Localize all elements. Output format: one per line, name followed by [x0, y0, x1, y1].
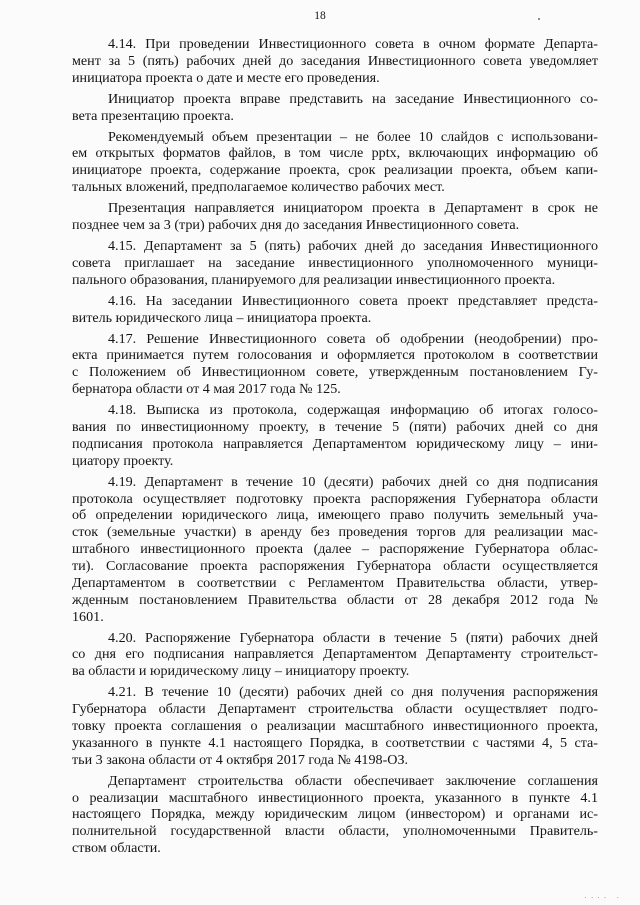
paragraph-line: инициаторе проекта, содержание проекта, срок реализации проекта, объем капи- [72, 162, 598, 179]
paragraph-line: циатору проекту. [72, 452, 174, 469]
paragraph [72, 684, 598, 768]
paragraph-line: ти). Согласование проекта распоряжения Губернатора области осуществляется [72, 557, 598, 574]
paragraph [72, 91, 598, 125]
paragraph [72, 773, 598, 857]
paragraph-line: настоящего Порядка, между юридическим лицом (инвестором) и органами ис- [72, 806, 598, 823]
scan-artifact: · · · · · [584, 894, 620, 902]
paragraph-line: тальных вложений, предполагаемое количество рабочих мест. [72, 179, 445, 196]
paragraph-line: Рекомендуемый объем презентации – не более 10 слайдов с использовани- [108, 128, 598, 145]
paragraph-line: 4.16. На заседании Инвестиционного совета проект представляет предста- [108, 292, 598, 309]
paragraph-line: Департаментом в соответствии с Регламентом Правительства области, утвер- [72, 574, 598, 591]
paragraph [72, 36, 598, 87]
paragraph-line: со дня его подписания направляется Департаментом Департаменту строительст- [72, 646, 598, 663]
paragraph-line: 1601. [72, 608, 104, 625]
paragraph [72, 200, 598, 234]
paragraph-line: жденным постановлением Правительства области от 28 декабря 2012 года № [72, 591, 598, 608]
paragraph-line: 4.18. Выписка из протокола, содержащая информацию об итогах голосо- [108, 402, 598, 419]
paragraph-line: ем открытых форматов файлов, в том числе pptx, включающих информацию об [72, 145, 598, 162]
paragraph-line: Презентация направляется инициатором проекта в Департамент в срок не [108, 200, 598, 217]
paragraph-line: об определении юридического лица, имеющего право получить земельный уча- [72, 507, 598, 524]
paragraph-line: Инициатор проекта вправе представить на заседание Инвестиционного со- [108, 90, 598, 107]
paragraph-line: ва области и юридическому лицу – инициатору проекту. [72, 663, 410, 680]
paragraph-line: вета презентацию проекта. [72, 107, 234, 124]
paragraph-line: совета приглашает на заседание инвестиционного уполномоченного муници- [72, 254, 598, 271]
paragraph-line: 4.14. При проведении Инвестиционного совета в очном формате Департа- [108, 36, 598, 52]
paragraph-line: екта принимается путем голосования и оформляется протоколом в соответствии [72, 347, 598, 364]
paragraph-line: Департамент строительства области обеспечивает заключение соглашения [108, 772, 598, 789]
paragraph-line: полнительной государственной власти области, уполномоченными Правитель- [72, 823, 598, 840]
paragraph-line: товку проекта соглашения о реализации масштабного инвестиционного проекта, [72, 717, 598, 734]
paragraph-line: ством области. [72, 840, 161, 857]
paragraph [72, 293, 598, 327]
paragraph-line: с Положением об Инвестиционном совете, утвержденным постановлением Гу- [72, 364, 598, 381]
paragraph [72, 129, 598, 196]
page-number: 18 [314, 10, 326, 22]
paragraph-line: протокола осуществляет подготовку проекта распоряжения Губернатора области [72, 490, 598, 507]
paragraph-line: витель юридического лица – инициатора проекта. [72, 309, 372, 326]
paragraph-line: указанного в пункте 4.1 настоящего Порядка, в соответствии с частями 4, 5 ста- [72, 734, 598, 751]
paragraph [72, 630, 598, 681]
paragraph-line: Губернатора области Департамент строительства области осуществляет подго- [72, 701, 598, 718]
paragraph [72, 238, 598, 289]
paragraph-line: штабного инвестиционного проекта (далее – распоряжение Губернатора облас- [72, 541, 598, 558]
paragraph [72, 331, 598, 398]
scan-speck [538, 18, 540, 20]
paragraph-line: тьи 3 закона области от 4 октября 2017 года № 4198-ОЗ. [72, 751, 409, 768]
paragraph-line: сток (земельные участки) в аренду без проведения торгов для реализации мас- [72, 524, 598, 541]
paragraph-line: 4.15. Департамент за 5 (пять) рабочих дней до заседания Инвестиционного [108, 238, 598, 255]
paragraph-line: бернатора области от 4 мая 2017 года № 125. [72, 381, 341, 398]
document-body [72, 36, 598, 861]
paragraph-line: 4.19. Департамент в течение 10 (десяти) рабочих дней со дня подписания [108, 473, 598, 490]
paragraph-line: 4.20. Распоряжение Губернатора области в течение 5 (пяти) рабочих дней [108, 629, 598, 646]
paragraph-line: вания по инвестиционному проекту, в течение 5 (пяти) рабочих дней со дня [72, 419, 598, 436]
paragraph-line: мент за 5 (пять) рабочих дней до заседания Инвестиционного совета уведомляет [72, 52, 598, 69]
paragraph [72, 474, 598, 626]
paragraph-line: пального образования, планируемого для реализации инвестиционного проекта. [72, 271, 556, 288]
paragraph-line: подписания протокола направляется Департаментом юридическому лицу – ини- [72, 435, 598, 452]
paragraph-line: о реализации масштабного инвестиционного проекта, указанного в пункте 4.1 [72, 789, 598, 806]
paragraph-line: 4.17. Решение Инвестиционного совета об одобрении (неодобрении) про- [108, 330, 598, 347]
paragraph-line: инициатора проекта о дате и месте его проведения. [72, 69, 380, 86]
paragraph-line: позднее чем за 3 (три) рабочих дня до заседания Инвестиционного совета. [72, 217, 520, 233]
paragraph [72, 402, 598, 469]
paragraph-line: 4.21. В течение 10 (десяти) рабочих дней со дня получения распоряжения [108, 684, 598, 701]
